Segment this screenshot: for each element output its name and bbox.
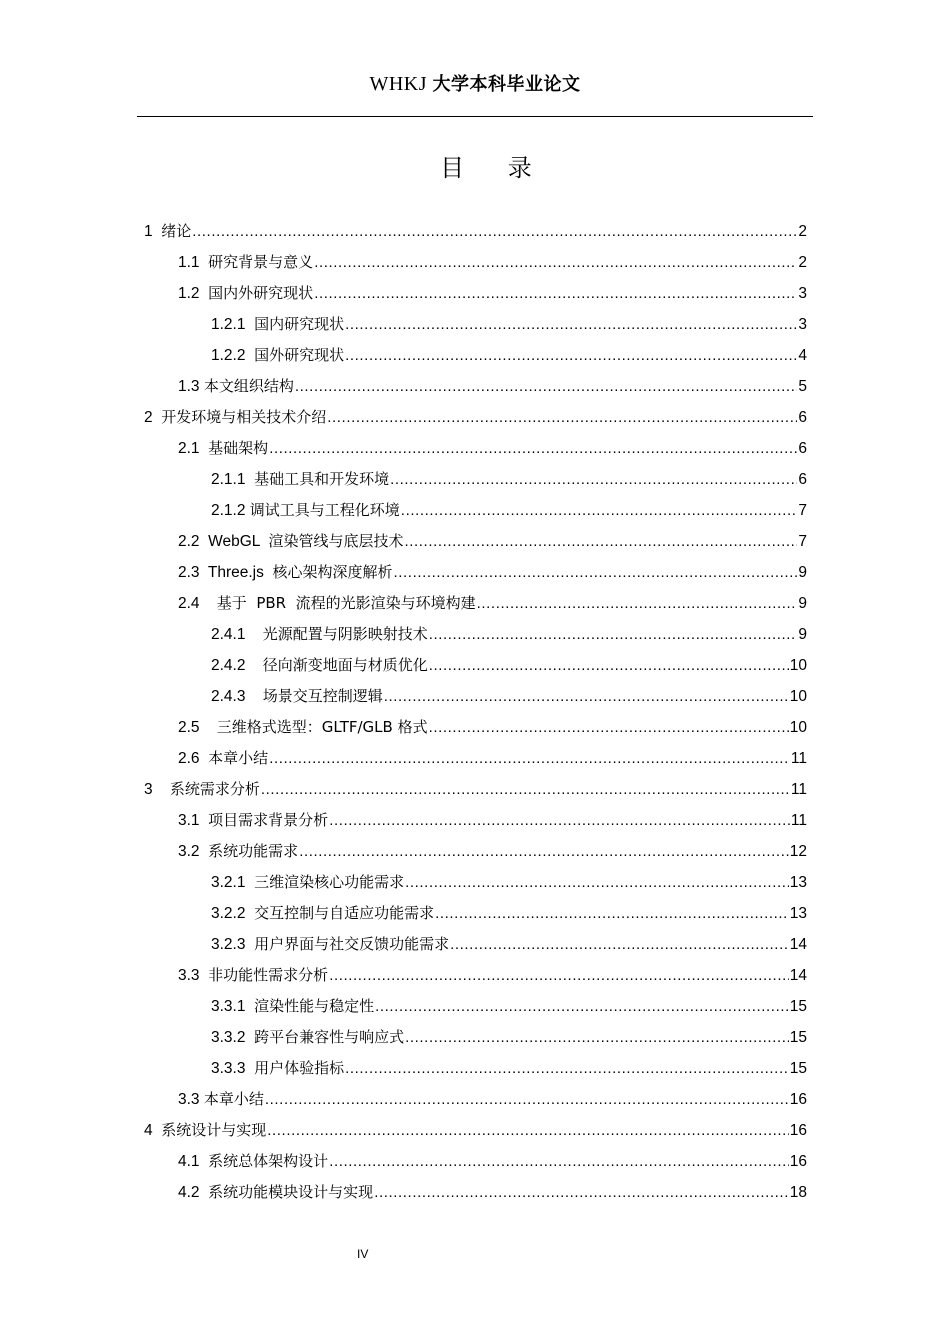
toc-leader-dots [299, 836, 789, 867]
toc-entry-page: 15 [789, 1029, 807, 1046]
toc-entry[interactable] [178, 960, 807, 991]
toc-entry-number: 2.1.2 [211, 502, 250, 519]
toc-entry-label: 非功能性需求分析 [208, 966, 329, 984]
toc-entry-label: 基础工具和开发环境 [254, 470, 390, 488]
toc-entry-page: 10 [789, 688, 807, 705]
toc-entry[interactable] [211, 991, 807, 1022]
toc-leader-dots [345, 1053, 789, 1084]
page-title: 目 录 [440, 154, 550, 182]
toc-entry-page: 10 [789, 657, 807, 674]
toc-entry-page: 11 [790, 750, 807, 767]
toc-leader-dots [429, 619, 798, 650]
toc-entry-number: 3.2.2 [211, 905, 255, 922]
toc-entry[interactable] [178, 805, 807, 836]
toc-entry-number: 3 [144, 781, 170, 798]
toc-leader-dots [375, 991, 789, 1022]
toc-entry-page: 2 [798, 254, 807, 271]
toc-entry[interactable] [144, 402, 807, 433]
toc-entry-number: 3.3.2 [211, 1029, 255, 1046]
toc-entry-label: 用户界面与社交反馈功能需求 [254, 935, 450, 953]
toc-leader-dots [374, 1177, 789, 1208]
toc-leader-dots [435, 898, 789, 929]
toc-entry-number: 1.2 [178, 285, 209, 302]
toc-leader-dots [477, 588, 798, 619]
toc-entry[interactable] [178, 743, 807, 774]
toc-entry-number: 2.4 [178, 595, 217, 612]
toc-entry-number: 1 [144, 223, 162, 240]
toc-entry-label: 渲染管线与底层技术 [268, 532, 404, 550]
toc-entry-label: 本文组织结构 [203, 377, 294, 395]
toc-entry-number: 2.6 [178, 750, 209, 767]
toc-entry-number: 2.1.1 [211, 471, 255, 488]
toc-entry-number: 4.2 [178, 1184, 209, 1201]
toc-leader-dots [261, 774, 790, 805]
toc-leader-dots [429, 650, 789, 681]
toc-entry-page: 2 [798, 223, 807, 240]
toc-entry-number: 3.2.1 [211, 874, 255, 891]
toc-entry[interactable] [144, 216, 807, 247]
toc-entry-number: 2.1 [178, 440, 209, 457]
toc-entry-label: 跨平台兼容性与响应式 [254, 1028, 405, 1046]
header-prefix: WHKJ [369, 73, 433, 95]
toc-entry-page: 18 [789, 1184, 807, 1201]
toc-leader-dots [314, 247, 797, 278]
toc-entry-label: 开发环境与相关技术介绍 [161, 408, 327, 426]
toc-leader-dots [327, 402, 797, 433]
toc-entry-label: 系统功能模块设计与实现 [208, 1183, 374, 1201]
toc-entry[interactable] [178, 278, 807, 309]
toc-entry-label: 渲染性能与稳定性 [254, 997, 375, 1015]
toc-entry-number: 2 [144, 409, 162, 426]
toc-entry-page: 15 [789, 1060, 807, 1077]
toc-entry-page: 14 [789, 936, 807, 953]
toc-entry-number: 2.4.3 [211, 688, 263, 705]
toc-entry[interactable] [178, 371, 807, 402]
toc-entry-page: 9 [798, 626, 807, 643]
toc-entry-number: 2.3 Three.js [178, 564, 273, 581]
toc-entry-label: 径向渐变地面与材质优化 [262, 656, 428, 674]
toc-entry-label: 光源配置与阴影映射技术 [262, 625, 428, 643]
toc-entry-page: 13 [789, 905, 807, 922]
toc-entry-page: 16 [789, 1091, 807, 1108]
toc-entry-label: 系统功能需求 [208, 842, 299, 860]
toc-entry[interactable] [178, 1146, 807, 1177]
toc-leader-dots [450, 929, 789, 960]
toc-leader-dots [314, 278, 797, 309]
toc-entry-number: 3.2.3 [211, 936, 255, 953]
toc-entry-page: 11 [790, 781, 807, 798]
toc-entry[interactable] [178, 836, 807, 867]
toc-leader-dots [295, 371, 798, 402]
toc-leader-dots [329, 1146, 789, 1177]
toc-entry-page: 15 [789, 998, 807, 1015]
toc-entry[interactable] [178, 712, 807, 743]
toc-entry[interactable] [211, 340, 807, 371]
toc-entry[interactable] [211, 867, 807, 898]
toc-entry-page: 16 [789, 1153, 807, 1170]
toc-leader-dots [429, 712, 789, 743]
toc-leader-dots [192, 216, 797, 247]
toc-leader-dots [345, 309, 797, 340]
toc-entry-number: 1.2.1 [211, 316, 255, 333]
toc-entry[interactable] [144, 774, 807, 805]
toc-leader-dots [269, 433, 797, 464]
toc-entry[interactable] [211, 1053, 807, 1084]
toc-entry[interactable] [178, 557, 807, 588]
toc-entry-number: 4.1 [178, 1153, 209, 1170]
toc-entry-label: 三维格式选型：GLTF/GLB 格式 [216, 718, 428, 736]
header-title: 大学本科毕业论文 [432, 74, 581, 95]
toc-entry[interactable] [178, 1177, 807, 1208]
toc-entry-label: 国外研究现状 [254, 346, 345, 364]
toc-leader-dots [384, 681, 789, 712]
toc-leader-dots [345, 340, 797, 371]
toc-entry[interactable] [211, 898, 807, 929]
toc-entry-page: 7 [798, 502, 807, 519]
toc-entry[interactable] [211, 464, 807, 495]
toc-entry-page: 5 [798, 378, 807, 395]
toc-entry-number: 3.3 [178, 967, 209, 984]
toc-entry-label: 核心架构深度解析 [272, 563, 393, 581]
document-header [0, 70, 950, 96]
toc-entry-page: 10 [789, 719, 807, 736]
toc-leader-dots [265, 1084, 789, 1115]
toc-entry-label: 绪论 [161, 222, 192, 240]
toc-entry-page: 7 [798, 533, 807, 550]
toc-entry[interactable] [211, 681, 807, 712]
toc-entry[interactable] [211, 929, 807, 960]
toc-leader-dots [405, 1022, 789, 1053]
toc-entry-label: 本章小结 [208, 749, 269, 767]
toc-entry-label: 系统需求分析 [169, 780, 260, 798]
toc-entry-label: 国内研究现状 [254, 315, 345, 333]
toc-entry-label: 国内外研究现状 [208, 284, 314, 302]
toc-entry-number: 3.2 [178, 843, 209, 860]
toc-entry[interactable] [178, 433, 807, 464]
toc-leader-dots [267, 1115, 789, 1146]
toc-entry-page: 11 [790, 812, 807, 829]
toc-entry-page: 6 [798, 409, 807, 426]
toc-entry[interactable] [178, 526, 807, 557]
toc-entry-label: 三维渲染核心功能需求 [254, 873, 405, 891]
toc-entry-number: 2.5 [178, 719, 217, 736]
toc-entry-page: 9 [798, 595, 807, 612]
toc-entry-label: 本章小结 [203, 1090, 264, 1108]
toc-entry-page: 4 [798, 347, 807, 364]
toc-entry-label: 基于 PBR 流程的光影渲染与环境构建 [216, 594, 476, 612]
toc-entry-label: 系统总体架构设计 [208, 1152, 329, 1170]
toc-entry-label: 系统设计与实现 [161, 1121, 267, 1139]
toc-leader-dots [390, 464, 797, 495]
toc-entry[interactable] [211, 1022, 807, 1053]
toc-entry-page: 6 [798, 471, 807, 488]
toc-entry-number: 3.1 [178, 812, 209, 829]
toc-entry-label: 项目需求背景分析 [208, 811, 329, 829]
toc-entry-page: 13 [789, 874, 807, 891]
toc-entry-page: 16 [789, 1122, 807, 1139]
toc-leader-dots [404, 526, 797, 557]
toc-leader-dots [329, 805, 790, 836]
toc-entry-label: 用户体验指标 [254, 1059, 345, 1077]
toc-entry-number: 2.4.1 [211, 626, 263, 643]
toc-entry-page: 14 [789, 967, 807, 984]
toc-entry-page: 6 [798, 440, 807, 457]
toc-entry-label: 基础架构 [208, 439, 269, 457]
toc-leader-dots [329, 960, 789, 991]
toc-entry-number: 4 [144, 1122, 162, 1139]
toc-entry[interactable] [144, 1115, 807, 1146]
toc-entry-page: 12 [789, 843, 807, 860]
toc-entry[interactable] [178, 247, 807, 278]
toc-entry-number: 2.2 WebGL [178, 533, 269, 550]
toc-leader-dots [405, 867, 789, 898]
header-rule [137, 116, 813, 117]
toc-entry-label: 场景交互控制逻辑 [262, 687, 383, 705]
toc-entry[interactable] [211, 619, 807, 650]
toc-entry-label: 交互控制与自适应功能需求 [254, 904, 435, 922]
toc-entry-number: 1.3 [178, 378, 204, 395]
page-number: IV [357, 1247, 369, 1261]
toc-entry[interactable] [211, 495, 807, 526]
toc-entry[interactable] [178, 588, 807, 619]
toc-entry-number: 1.1 [178, 254, 209, 271]
toc-entry-page: 9 [798, 564, 807, 581]
toc-entry-page: 3 [798, 285, 807, 302]
toc-leader-dots [269, 743, 790, 774]
toc-entry-number: 3.3.1 [211, 998, 255, 1015]
toc-leader-dots [394, 557, 798, 588]
toc-entry-page: 3 [798, 316, 807, 333]
toc-entry[interactable] [211, 650, 807, 681]
toc-entry-number: 3.3 [178, 1091, 204, 1108]
toc-entry-number: 2.4.2 [211, 657, 263, 674]
toc-entry-number: 3.3.3 [211, 1060, 255, 1077]
toc-entry[interactable] [211, 309, 807, 340]
toc-entry-number: 1.2.2 [211, 347, 255, 364]
toc-entry-label: 调试工具与工程化环境 [249, 501, 400, 519]
toc-entry[interactable] [178, 1084, 807, 1115]
toc-leader-dots [401, 495, 798, 526]
toc-entry-label: 研究背景与意义 [208, 253, 314, 271]
